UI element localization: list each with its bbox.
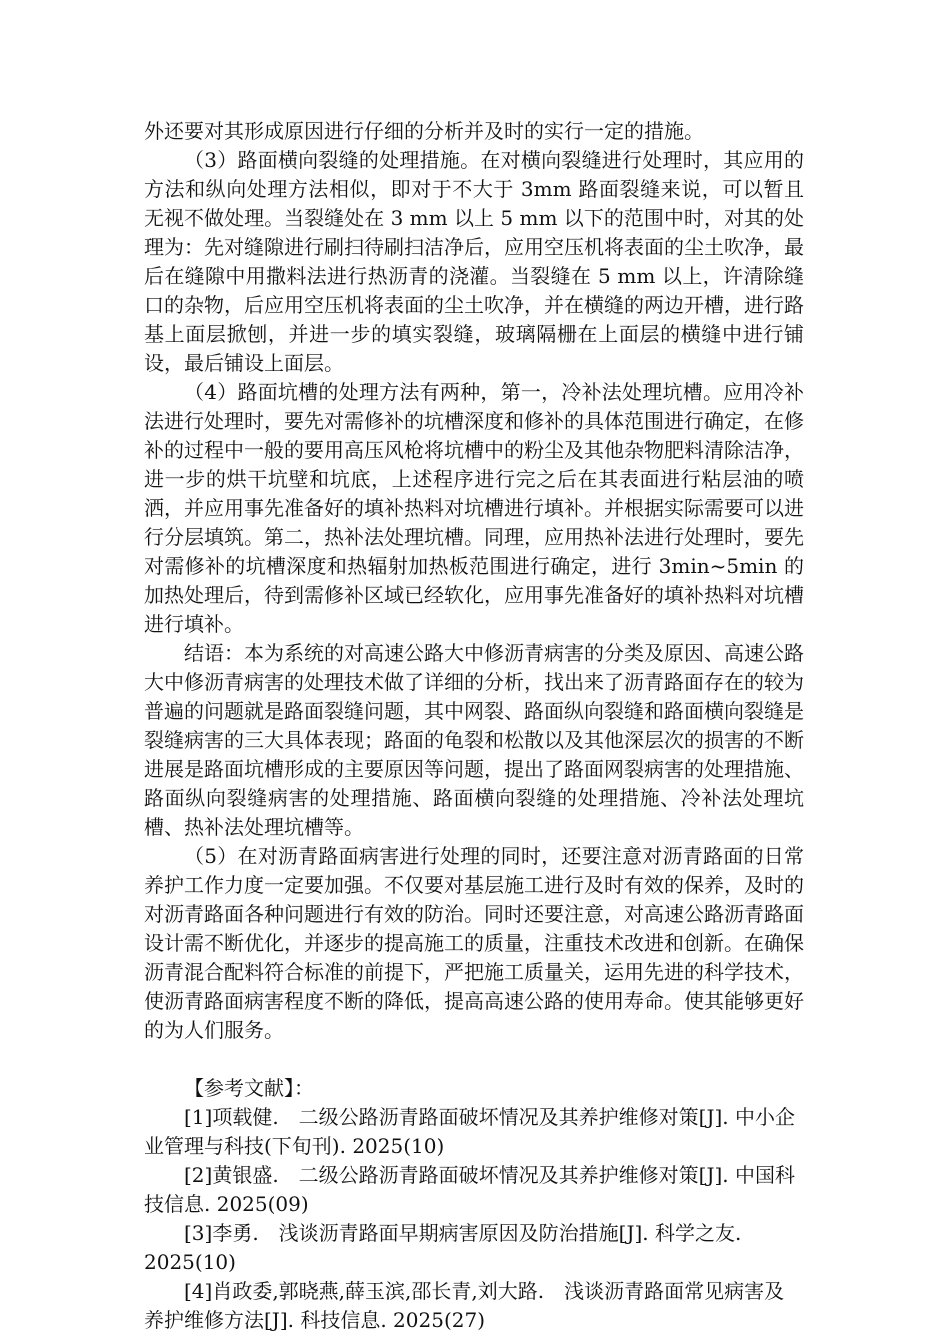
reference-item: [3]李勇. 浅谈沥青路面早期病害原因及防治措施[J]. 科学之友. 2025(10) bbox=[144, 1221, 742, 1274]
paragraph-continuation: 外还要对其形成原因进行仔细的分析并及时的实行一定的措施。 bbox=[144, 119, 704, 143]
reference-item: [1]项载健. 二级公路沥青路面破坏情况及其养护维修对策[J]. 中小企业管理与科技(下旬刊). 2025(10) bbox=[144, 1105, 796, 1158]
paragraph-transverse-cracks: （3）路面横向裂缝的处理措施。在对横向裂缝进行处理时，其应用的方法和纵向处理方法相似，即对于不大于 3mm 路面裂缝来说，可以暂且无视不做处理。当裂缝处在 3 mm 以上 5 mm 以下的范围中时，对其的处理为：先对缝隙进行刷扫待刷扫洁净后，应用空压机将表面的尘土吹净，最后在缝隙中用撒料法进行热沥青的浇灌。当裂缝在 5 mm 以上，许清除缝口的杂物，后应用空压机将表面的尘土吹净，并在横缝的两边开槽，进行路基上面层掀刨，并进一步的填实裂缝，玻璃隔栅在上面层的横缝中进行铺设，最后铺设上面层。 bbox=[144, 148, 804, 375]
section-spacer bbox=[144, 1045, 804, 1074]
reference-item: [4]肖政委,郭晓燕,薛玉滨,邵长青,刘大路. 浅谈沥青路面常见病害及养护维修方法[J]. 科技信息. 2025(27) bbox=[144, 1279, 785, 1332]
paragraph-maintenance: （5）在对沥青路面病害进行处理的同时，还要注意对沥青路面的日常养护工作力度一定要加强。不仅要对基层施工进行及时有效的保养，及时的对沥青路面各种问题进行有效的防治。同时还要注意，对高速公路沥青路面设计需不断优化，并逐步的提高施工的质量，注重技术改进和创新。在确保沥青混合配料符合标准的前提下，严把施工质量关，运用先进的科学技术，使沥青路面病害程度不断的降低，提高高速公路的使用寿命。使其能够更好的为人们服务。 bbox=[144, 844, 804, 1042]
reference-item: [2]黄银盛. 二级公路沥青路面破坏情况及其养护维修对策[J]. 中国科技信息. 2025(09) bbox=[144, 1163, 796, 1216]
references-heading: 【参考文献】： bbox=[184, 1076, 314, 1100]
document-page bbox=[144, 117, 804, 1335]
paragraph-potholes: （4）路面坑槽的处理方法有两种，第一，冷补法处理坑槽。应用冷补法进行处理时，要先对需修补的坑槽深度和修补的具体范围进行确定，在修补的过程中一般的要用高压风枪将坑槽中的粉尘及其他杂物肥料清除洁净，进一步的烘干坑壁和坑底，上述程序进行完之后在其表面进行粘层油的喷洒，并应用事先准备好的填补热料对坑槽进行填补。并根据实际需要可以进行分层填筑。第二，热补法处理坑槽。同理，应用热补法进行处理时，要先对需修补的坑槽深度和热辐射加热板范围进行确定，进行 3min~5min 的加热处理后，待到需修补区域已经软化，应用事先准备好的填补热料对坑槽进行填补。 bbox=[144, 380, 804, 636]
paragraph-conclusion: 结语：本为系统的对高速公路大中修沥青病害的分类及原因、高速公路大中修沥青病害的处理技术做了详细的分析，找出来了沥青路面存在的较为普遍的问题就是路面裂缝问题，其中网裂、路面纵向裂缝和路面横向裂缝是裂缝病害的三大具体表现；路面的龟裂和松散以及其他深层次的损害的不断进展是路面坑槽形成的主要原因等问题，提出了路面网裂病害的处理措施、路面纵向裂缝病害的处理措施、路面横向裂缝的处理措施、冷补法处理坑槽、热补法处理坑槽等。 bbox=[144, 641, 804, 839]
